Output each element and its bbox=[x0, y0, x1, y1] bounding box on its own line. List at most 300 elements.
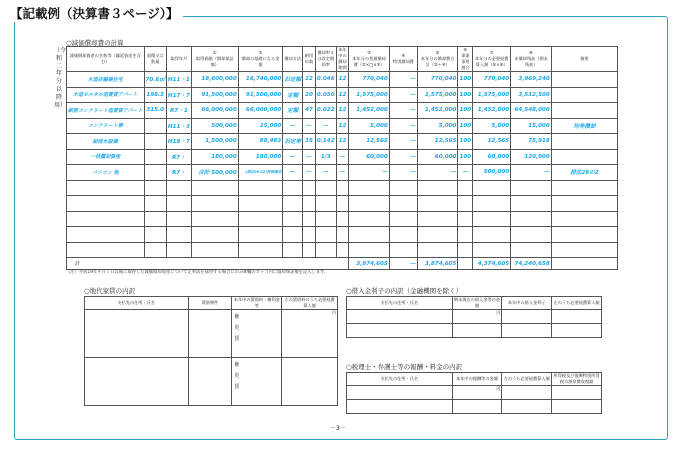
cell-asset bbox=[67, 118, 145, 134]
depreciation-row bbox=[67, 165, 618, 181]
col-total bbox=[417, 47, 457, 72]
cell-rate bbox=[315, 72, 336, 88]
fees-row-2 bbox=[347, 400, 602, 414]
value-date: R7・ bbox=[172, 170, 186, 177]
value-normal: 770,040 bbox=[362, 76, 388, 83]
value-method: 旧定率 bbox=[284, 139, 302, 146]
cell-asset bbox=[67, 103, 145, 119]
value-asset: 木造店舗兼住宅 bbox=[87, 76, 123, 83]
cell-balance bbox=[511, 103, 552, 119]
col-normal bbox=[349, 47, 389, 72]
col-ratio bbox=[458, 47, 473, 72]
ratio-label: 事業専用割合 bbox=[461, 53, 470, 70]
cell-balance bbox=[511, 149, 552, 165]
cell-remarks bbox=[551, 149, 617, 165]
cell-rate bbox=[315, 103, 336, 119]
cell-date bbox=[166, 149, 191, 165]
value-cost: 91,500,000 bbox=[201, 91, 237, 98]
cell-area bbox=[144, 87, 166, 103]
interest-col-deductible: 左のうち必要経費算入額 bbox=[552, 297, 602, 310]
value-ratio: 100 bbox=[459, 91, 472, 98]
depreciation-empty-row bbox=[67, 227, 618, 243]
rent-section-title: ○地代家賃の内訳 bbox=[84, 287, 136, 295]
value-base: 25,000 bbox=[259, 122, 282, 129]
cell-ratio bbox=[458, 103, 473, 119]
cell-base bbox=[238, 149, 283, 165]
cell-remarks bbox=[551, 87, 617, 103]
cell-area bbox=[144, 149, 166, 165]
normal-label: 本年分の普通償却費（②×□×③） bbox=[352, 56, 386, 67]
cell-balance bbox=[511, 165, 552, 181]
cell-asset bbox=[67, 87, 145, 103]
cell-remarks bbox=[551, 103, 617, 119]
rent-kenri: 権 bbox=[234, 362, 240, 368]
cell-expense bbox=[473, 149, 511, 165]
value-balance: 120,000 bbox=[524, 153, 550, 160]
value-balance: 3,512,500 bbox=[518, 91, 550, 98]
rent-yen: 円 bbox=[282, 310, 338, 358]
value-asset: パソコン 他 bbox=[91, 169, 119, 176]
cell-total bbox=[417, 103, 457, 119]
cell-rate bbox=[315, 118, 336, 134]
total-expense: 4,374,605 bbox=[477, 260, 510, 267]
value-ratio: 100 bbox=[459, 153, 472, 160]
value-base: 91,500,000 bbox=[245, 91, 282, 98]
fees-yen: 円 bbox=[452, 386, 502, 400]
fees-row-1 bbox=[347, 386, 602, 400]
value-cost: 18,600,000 bbox=[201, 76, 237, 83]
cell-balance bbox=[511, 134, 552, 150]
cell-life bbox=[303, 103, 316, 119]
interest-col-paid: 本年中の借入金利子 bbox=[502, 297, 552, 310]
cell-area bbox=[144, 118, 166, 134]
value-base: (措法28の2)特例適用 bbox=[245, 170, 282, 175]
cell-months bbox=[336, 103, 349, 119]
value-date: R7・ bbox=[172, 154, 186, 161]
cell-ratio bbox=[458, 118, 473, 134]
cell-area bbox=[144, 134, 166, 150]
value-cost: 500,000 bbox=[211, 122, 237, 129]
cell-total bbox=[417, 134, 457, 150]
value-life: — bbox=[306, 169, 312, 176]
total-balance: 74,240,658 bbox=[514, 260, 550, 267]
cell-method bbox=[283, 149, 303, 165]
value-special: — bbox=[410, 169, 416, 176]
depreciation-empty-row bbox=[67, 242, 618, 258]
value-ratio: 100 bbox=[459, 107, 472, 114]
value-cost: 66,000,000 bbox=[201, 107, 237, 114]
depreciation-empty-row bbox=[67, 196, 618, 212]
value-rate: 1/3 bbox=[320, 153, 331, 160]
cell-asset bbox=[67, 72, 145, 88]
col-remarks: 摘要 bbox=[551, 47, 617, 72]
cell-expense bbox=[473, 87, 511, 103]
cell-normal bbox=[349, 149, 389, 165]
value-cost: 1,500,000 bbox=[205, 138, 237, 145]
value-cost: 合計 500,000 bbox=[198, 170, 237, 177]
year-side-label: （令和二年分以降用） bbox=[54, 47, 67, 109]
value-total: — bbox=[450, 169, 457, 176]
rent-col-property: 賃借物件 bbox=[188, 297, 232, 310]
value-months: 12 bbox=[338, 91, 347, 98]
value-life: 20 bbox=[305, 91, 313, 98]
cell-date bbox=[166, 118, 191, 134]
total-label: 計 bbox=[67, 258, 349, 270]
value-rate: 0.046 bbox=[316, 76, 335, 83]
fees-header-row bbox=[347, 373, 602, 386]
cell-base bbox=[238, 165, 283, 181]
value-ratio: 100 bbox=[459, 122, 472, 129]
cell-life bbox=[303, 118, 316, 134]
depreciation-body bbox=[67, 72, 618, 270]
value-method: 旧定額 bbox=[284, 77, 302, 84]
rent-kenri: 権 bbox=[234, 314, 240, 320]
value-life: — bbox=[306, 153, 312, 160]
depreciation-empty-row bbox=[67, 180, 618, 196]
cell-months bbox=[336, 87, 349, 103]
cell-rate bbox=[315, 87, 336, 103]
value-area: 198.5 bbox=[146, 91, 165, 98]
cell-area bbox=[144, 103, 166, 119]
value-rate: — bbox=[322, 122, 329, 129]
interest-header-row bbox=[347, 297, 602, 310]
value-special: — bbox=[410, 153, 416, 160]
cell-months bbox=[336, 165, 349, 181]
depreciation-row bbox=[67, 149, 618, 165]
value-rate: 0.142 bbox=[316, 138, 335, 145]
normal-mark: ③ bbox=[367, 50, 371, 55]
cell-asset bbox=[67, 149, 145, 165]
value-balance: 15,000 bbox=[528, 122, 550, 129]
value-months: — bbox=[339, 153, 346, 160]
cell-date bbox=[166, 165, 191, 181]
cell-ratio bbox=[458, 87, 473, 103]
cell-cost bbox=[191, 149, 238, 165]
col-months: 本年中の償却期間 bbox=[336, 47, 349, 72]
cell-normal bbox=[349, 134, 389, 150]
cell-expense bbox=[473, 165, 511, 181]
cell-rate bbox=[315, 165, 336, 181]
value-ratio: — bbox=[462, 169, 469, 176]
depreciation-note: （注）平成19年４月１日以後に取得した減価償却資産について定率法を採用する場合にのみ⑧欄のカッコ内に償却保証額を記入します。 bbox=[66, 270, 329, 275]
cell-special bbox=[389, 103, 417, 119]
cell-ratio bbox=[458, 72, 473, 88]
cell-months bbox=[336, 134, 349, 150]
rent-kousin: 更 bbox=[234, 325, 240, 331]
value-normal: 12,565 bbox=[366, 138, 388, 145]
value-ratio: 100 bbox=[459, 76, 472, 83]
value-ratio: 100 bbox=[459, 138, 472, 145]
cell-special bbox=[389, 87, 417, 103]
expense-mark: ⑦ bbox=[489, 50, 494, 55]
depreciation-row bbox=[67, 72, 618, 88]
value-normal: 1,452,000 bbox=[356, 107, 388, 114]
value-months: — bbox=[339, 169, 346, 176]
col-area: 面積又は数量 bbox=[144, 47, 166, 72]
cell-total bbox=[417, 118, 457, 134]
value-special: — bbox=[410, 91, 416, 98]
cell-normal bbox=[349, 165, 389, 181]
cell-normal bbox=[349, 118, 389, 134]
cell-remarks bbox=[551, 134, 617, 150]
value-base: 180,000 bbox=[255, 153, 282, 160]
fees-section-title: ○税理士・弁護士等の報酬・料金の内訳 bbox=[346, 363, 463, 371]
rent-row-1 bbox=[85, 310, 338, 358]
value-special: — bbox=[410, 107, 416, 114]
cell-cost bbox=[191, 87, 238, 103]
cell-months bbox=[336, 72, 349, 88]
col-life: 耐用年数 bbox=[303, 47, 316, 72]
value-normal: 5,000 bbox=[370, 122, 388, 129]
value-months: 12 bbox=[338, 76, 347, 83]
value-months: 12 bbox=[338, 107, 347, 114]
cell-area bbox=[144, 165, 166, 181]
value-base: 16,740,000 bbox=[245, 76, 282, 83]
cell-special bbox=[389, 149, 417, 165]
value-total: 60,000 bbox=[434, 153, 457, 160]
value-method: — bbox=[289, 153, 296, 160]
special-label: 特別償却費 bbox=[392, 59, 414, 64]
value-balance: — bbox=[544, 169, 550, 176]
rent-chin: 賃 bbox=[234, 336, 240, 342]
fees-table bbox=[346, 372, 602, 414]
cell-expense bbox=[473, 118, 511, 134]
value-remarks: 措法28の2 bbox=[570, 170, 599, 177]
cell-remarks bbox=[551, 165, 617, 181]
cell-method bbox=[283, 87, 303, 103]
cell-method bbox=[283, 72, 303, 88]
cell-life bbox=[303, 134, 316, 150]
col-balance bbox=[511, 47, 552, 72]
cell-date bbox=[166, 87, 191, 103]
rent-row-2 bbox=[85, 358, 338, 406]
value-expense: 5,000 bbox=[491, 122, 510, 129]
depreciation-empty-row bbox=[67, 211, 618, 227]
cell-total bbox=[417, 165, 457, 181]
cell-months bbox=[336, 118, 349, 134]
cell-special bbox=[389, 165, 417, 181]
value-normal: 1,575,000 bbox=[356, 91, 388, 98]
cell-life bbox=[303, 165, 316, 181]
value-asset: コンクリート塀 bbox=[87, 123, 123, 130]
cell-total bbox=[417, 72, 457, 88]
cell-base bbox=[238, 87, 283, 103]
cell-expense bbox=[473, 134, 511, 150]
value-date: H11・1 bbox=[167, 77, 190, 84]
cell-ratio bbox=[458, 165, 473, 181]
value-special: — bbox=[410, 138, 416, 145]
value-balance: 64,548,000 bbox=[514, 107, 550, 114]
special-mark: ④ bbox=[401, 53, 406, 58]
cell-balance bbox=[511, 72, 552, 88]
interest-section-title: ○借入金利子の内訳（金融機関を除く） bbox=[346, 287, 463, 295]
depreciation-row bbox=[67, 134, 618, 150]
cell-base bbox=[238, 72, 283, 88]
depreciation-row bbox=[67, 118, 618, 134]
value-asset: 給排水設備 bbox=[92, 138, 118, 145]
cell-cost bbox=[191, 134, 238, 150]
value-rate: 0.050 bbox=[316, 91, 335, 98]
col-acq-date: 取得年月 bbox=[166, 47, 191, 72]
total-total: 3,874,605 bbox=[424, 260, 457, 267]
cell-asset bbox=[67, 134, 145, 150]
value-months: 12 bbox=[338, 122, 347, 129]
cell-date bbox=[166, 72, 191, 88]
total-label: 本年分の償却費合計（③＋④） bbox=[420, 56, 455, 67]
value-date: H17・7 bbox=[167, 92, 190, 99]
rent-table bbox=[84, 296, 338, 406]
value-asset: 鉄筋コンクリート造賃貸アパート bbox=[68, 107, 143, 114]
base-label: 償却の基礎になる金額 bbox=[241, 56, 280, 67]
value-life: 47 bbox=[305, 107, 313, 114]
cell-asset bbox=[67, 165, 145, 181]
value-expense: 1,575,000 bbox=[477, 91, 510, 98]
value-total: 12,565 bbox=[434, 138, 457, 145]
cell-special bbox=[389, 72, 417, 88]
value-total: 5,000 bbox=[438, 122, 457, 129]
fees-col-payee: 支払先の住所・氏名 bbox=[347, 373, 453, 386]
value-base: 88,483 bbox=[259, 138, 282, 145]
cell-ratio bbox=[458, 149, 473, 165]
interest-col-balance: 期末現在の借入金等の金額 bbox=[453, 297, 500, 308]
interest-yen: 円 bbox=[452, 310, 502, 324]
value-rate: 0.022 bbox=[316, 107, 335, 114]
value-method: — bbox=[289, 169, 296, 176]
cell-normal bbox=[349, 103, 389, 119]
cell-remarks bbox=[551, 72, 617, 88]
cell-rate bbox=[315, 149, 336, 165]
value-asset: 木造モルタル造賃貸アパート bbox=[73, 92, 138, 99]
cell-total bbox=[417, 149, 457, 165]
interest-table bbox=[346, 296, 602, 338]
cell-method bbox=[283, 118, 303, 134]
value-balance: 75,918 bbox=[528, 138, 550, 145]
interest-col-payee: 支払先の住所・氏名 bbox=[347, 297, 453, 310]
cell-method bbox=[283, 165, 303, 181]
col-expense bbox=[473, 47, 511, 72]
cell-area bbox=[144, 72, 166, 88]
cell-life bbox=[303, 72, 316, 88]
total-special: — bbox=[410, 260, 416, 267]
cell-life bbox=[303, 149, 316, 165]
value-base: 66,000,000 bbox=[245, 107, 282, 114]
value-life: — bbox=[306, 122, 312, 129]
page-number: －3－ bbox=[330, 425, 346, 432]
page-title: 【記載例（決算書３ページ）】 bbox=[6, 4, 183, 22]
total-mark: ⑤ bbox=[435, 50, 440, 55]
fees-col-deductible: 左のうち必要経費算入額 bbox=[502, 373, 552, 386]
rent-chin: 賃 bbox=[234, 384, 240, 390]
cell-cost bbox=[191, 72, 238, 88]
depreciation-total-row bbox=[67, 258, 618, 270]
cell-balance bbox=[511, 118, 552, 134]
cell-base bbox=[238, 103, 283, 119]
cell-method bbox=[283, 103, 303, 119]
col-rate: 償却率又は改定償却率 bbox=[315, 47, 336, 72]
value-date: H11・3 bbox=[167, 123, 190, 130]
value-expense: 1,452,000 bbox=[477, 107, 510, 114]
value-life: 15 bbox=[305, 138, 313, 145]
cell-rate bbox=[315, 134, 336, 150]
cell-normal bbox=[349, 87, 389, 103]
balance-mark: ⑧ bbox=[529, 50, 533, 55]
cell-ratio bbox=[458, 134, 473, 150]
rent-kousin: 更 bbox=[234, 373, 240, 379]
value-total: 1,575,000 bbox=[424, 91, 457, 98]
interest-row-2 bbox=[347, 324, 602, 338]
value-special: — bbox=[410, 76, 416, 83]
rent-col-deductible: 左の賃借料のうち必要経費算入額 bbox=[282, 297, 338, 310]
value-asset: 一括償却資産 bbox=[90, 154, 121, 161]
cell-life bbox=[303, 87, 316, 103]
value-special: — bbox=[410, 122, 416, 129]
value-area: 315.0 bbox=[146, 107, 165, 114]
rent-col-paid: 本年中の賃借料・権利金等 bbox=[233, 297, 280, 308]
value-expense: 60,000 bbox=[487, 153, 510, 160]
depreciation-row bbox=[67, 87, 618, 103]
col-special bbox=[389, 47, 417, 72]
value-method: 定額 bbox=[287, 92, 299, 99]
value-area: 70.6㎡ bbox=[145, 77, 165, 84]
depreciation-header-row bbox=[67, 47, 618, 72]
value-remarks: 均等償却 bbox=[573, 123, 596, 130]
cell-cost bbox=[191, 118, 238, 134]
base-mark: ② bbox=[258, 50, 263, 55]
expense-label: 本年分の必要経費算入額（⑤×⑥） bbox=[474, 56, 509, 67]
cell-date bbox=[166, 103, 191, 119]
cell-total bbox=[417, 87, 457, 103]
acq-cost-label: 取得価額（償却保証額） bbox=[195, 56, 234, 67]
interest-row-1 bbox=[347, 310, 602, 324]
balance-label: 未償却残高（期末残高） bbox=[514, 56, 548, 67]
value-normal: 60,000 bbox=[366, 153, 388, 160]
cell-balance bbox=[511, 87, 552, 103]
cell-method bbox=[283, 134, 303, 150]
rent-header-row bbox=[85, 297, 338, 310]
depreciation-section-title: ○減価償却費の計算 bbox=[66, 39, 124, 47]
col-asset: 減価償却資産の名称等（繰延資産を含む） bbox=[67, 47, 145, 72]
cell-remarks bbox=[551, 118, 617, 134]
value-normal: — bbox=[382, 169, 388, 176]
col-method: 償却方法 bbox=[283, 47, 303, 72]
value-date: R7・1 bbox=[170, 108, 188, 115]
value-method: — bbox=[289, 122, 296, 129]
depreciation-row bbox=[67, 103, 618, 119]
col-base bbox=[238, 47, 283, 72]
value-method: 定額 bbox=[287, 108, 299, 115]
value-total: 770,040 bbox=[430, 76, 457, 83]
value-cost: 180,000 bbox=[211, 153, 237, 160]
total-normal: 3,874,605 bbox=[356, 260, 388, 267]
rent-col-payee: 支払先の住所・氏名 bbox=[85, 297, 189, 310]
cell-special bbox=[389, 118, 417, 134]
cell-special bbox=[389, 134, 417, 150]
acq-cost-mark: ① bbox=[212, 50, 217, 55]
value-date: H18・7 bbox=[167, 139, 190, 146]
ratio-mark: ⑥ bbox=[463, 47, 468, 52]
value-rate: — bbox=[322, 169, 329, 176]
value-life: 22 bbox=[305, 76, 313, 83]
cell-months bbox=[336, 149, 349, 165]
cell-base bbox=[238, 134, 283, 150]
cell-expense bbox=[473, 72, 511, 88]
value-expense: 500,000 bbox=[483, 169, 510, 176]
cell-expense bbox=[473, 103, 511, 119]
value-expense: 770,040 bbox=[483, 76, 510, 83]
depreciation-table bbox=[66, 46, 618, 270]
value-total: 1,452,000 bbox=[424, 107, 457, 114]
col-acq-cost bbox=[191, 47, 238, 72]
